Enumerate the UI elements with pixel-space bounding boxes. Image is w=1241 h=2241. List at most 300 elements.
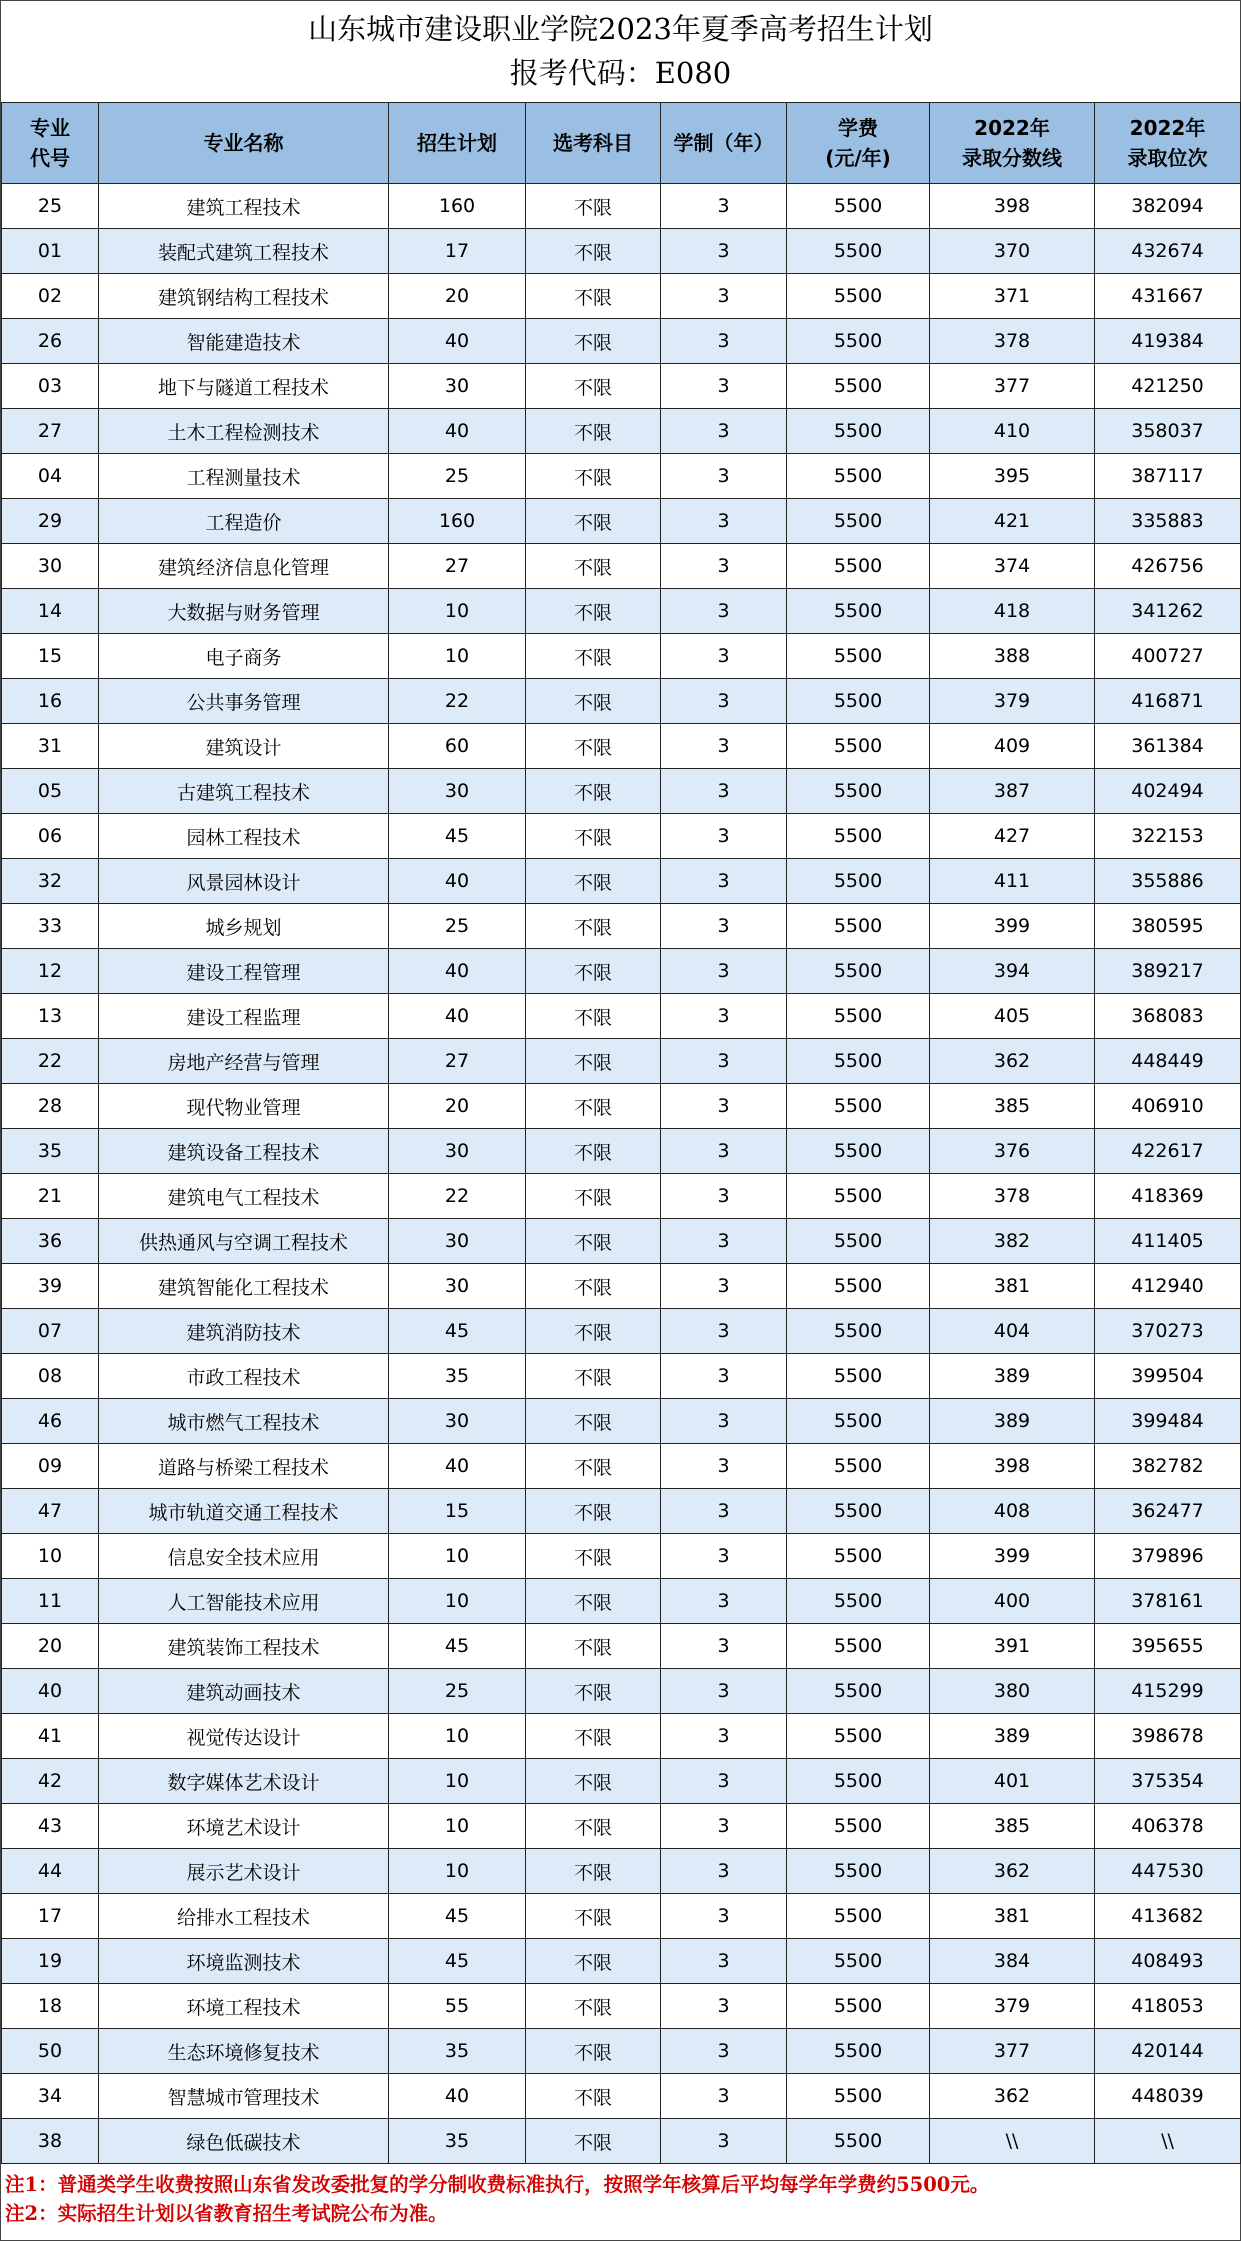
duration-cell: 3 (661, 1309, 787, 1354)
major-code-cell: 50 (2, 2029, 99, 2074)
tuition-cell: 5500 (787, 1894, 930, 1939)
elective-subjects-cell: 不限 (526, 1804, 661, 1849)
major-name-cell: 工程造价 (99, 499, 389, 544)
tuition-cell: 5500 (787, 1129, 930, 1174)
table-row (2, 544, 1241, 589)
cutoff-score-cell: 401 (930, 1759, 1095, 1804)
column-header-line: 2022年 (1129, 116, 1206, 140)
major-name-cell: 公共事务管理 (99, 679, 389, 724)
major-code-cell: 13 (2, 994, 99, 1039)
tuition-cell: 5500 (787, 1174, 930, 1219)
column-header-line: 录取分数线 (962, 146, 1062, 170)
enrollment-plan-cell: 10 (389, 1579, 526, 1624)
duration-cell: 3 (661, 1714, 787, 1759)
major-name-cell: 智慧城市管理技术 (99, 2074, 389, 2119)
major-name-cell: 市政工程技术 (99, 1354, 389, 1399)
duration-cell: 3 (661, 1759, 787, 1804)
column-header-line: (元/年) (825, 146, 891, 170)
cutoff-score-cell: 381 (930, 1264, 1095, 1309)
enrollment-plan-cell: 30 (389, 1399, 526, 1444)
tuition-cell: 5500 (787, 1264, 930, 1309)
enrollment-plan-cell: 10 (389, 634, 526, 679)
cutoff-score-cell: 399 (930, 1534, 1095, 1579)
column-header (389, 103, 526, 184)
enrollment-plan-cell: 35 (389, 2119, 526, 2164)
cutoff-score-cell: 378 (930, 1174, 1095, 1219)
duration-cell: 3 (661, 769, 787, 814)
major-code-cell: 03 (2, 364, 99, 409)
major-code-cell: 42 (2, 1759, 99, 1804)
major-name-cell: 环境监测技术 (99, 1939, 389, 1984)
cutoff-score-cell: 409 (930, 724, 1095, 769)
column-header-line: 代号 (30, 146, 70, 170)
enrollment-plan-cell: 40 (389, 2074, 526, 2119)
major-name-cell: 建筑消防技术 (99, 1309, 389, 1354)
duration-cell: 3 (661, 1129, 787, 1174)
table-row (2, 1849, 1241, 1894)
enrollment-plan-cell: 10 (389, 589, 526, 634)
elective-subjects-cell: 不限 (526, 1219, 661, 1264)
cutoff-rank-cell: 447530 (1095, 1849, 1241, 1894)
major-name-cell: 装配式建筑工程技术 (99, 229, 389, 274)
duration-cell: 3 (661, 1849, 787, 1894)
tuition-cell: 5500 (787, 364, 930, 409)
cutoff-rank-cell: 375354 (1095, 1759, 1241, 1804)
elective-subjects-cell: 不限 (526, 679, 661, 724)
cutoff-rank-cell: 419384 (1095, 319, 1241, 364)
cutoff-score-cell: 371 (930, 274, 1095, 319)
major-name-cell: 风景园林设计 (99, 859, 389, 904)
duration-cell: 3 (661, 229, 787, 274)
elective-subjects-cell: 不限 (526, 1849, 661, 1894)
cutoff-score-cell: 380 (930, 1669, 1095, 1714)
tuition-cell: 5500 (787, 859, 930, 904)
cutoff-score-cell: 389 (930, 1399, 1095, 1444)
cutoff-score-cell: 385 (930, 1804, 1095, 1849)
major-code-cell: 29 (2, 499, 99, 544)
column-header (787, 103, 930, 184)
cutoff-rank-cell: 411405 (1095, 1219, 1241, 1264)
column-header (2, 103, 99, 184)
elective-subjects-cell: 不限 (526, 1264, 661, 1309)
major-name-cell: 城乡规划 (99, 904, 389, 949)
table-row (2, 1219, 1241, 1264)
cutoff-rank-cell: 448449 (1095, 1039, 1241, 1084)
tuition-cell: 5500 (787, 994, 930, 1039)
cutoff-score-cell: 385 (930, 1084, 1095, 1129)
tuition-cell: 5500 (787, 1939, 930, 1984)
cutoff-score-cell: 377 (930, 2029, 1095, 2074)
tuition-cell: 5500 (787, 274, 930, 319)
cutoff-rank-cell: 387117 (1095, 454, 1241, 499)
elective-subjects-cell: 不限 (526, 1714, 661, 1759)
major-name-cell: 建筑装饰工程技术 (99, 1624, 389, 1669)
major-name-cell: 现代物业管理 (99, 1084, 389, 1129)
column-header (1095, 103, 1241, 184)
cutoff-score-cell: 421 (930, 499, 1095, 544)
cutoff-score-cell: 379 (930, 679, 1095, 724)
elective-subjects-cell: 不限 (526, 814, 661, 859)
duration-cell: 3 (661, 1489, 787, 1534)
column-header-line: 学制（年） (673, 131, 774, 155)
major-name-cell: 园林工程技术 (99, 814, 389, 859)
cutoff-rank-cell: 421250 (1095, 364, 1241, 409)
cutoff-rank-cell: 382782 (1095, 1444, 1241, 1489)
duration-cell: 3 (661, 814, 787, 859)
cutoff-score-cell: 370 (930, 229, 1095, 274)
major-code-cell: 11 (2, 1579, 99, 1624)
elective-subjects-cell: 不限 (526, 949, 661, 994)
tuition-cell: 5500 (787, 1084, 930, 1129)
cutoff-rank-cell: 378161 (1095, 1579, 1241, 1624)
major-name-cell: 人工智能技术应用 (99, 1579, 389, 1624)
duration-cell: 3 (661, 859, 787, 904)
table-row (2, 364, 1241, 409)
table-row (2, 1714, 1241, 1759)
elective-subjects-cell: 不限 (526, 2119, 661, 2164)
column-header (930, 103, 1095, 184)
column-header-line: 专业名称 (203, 131, 284, 155)
table-row (2, 679, 1241, 724)
tuition-cell: 5500 (787, 769, 930, 814)
major-name-cell: 城市燃气工程技术 (99, 1399, 389, 1444)
table-row (2, 1309, 1241, 1354)
tuition-cell: 5500 (787, 589, 930, 634)
cutoff-rank-cell: 426756 (1095, 544, 1241, 589)
major-code-cell: 22 (2, 1039, 99, 1084)
elective-subjects-cell: 不限 (526, 1759, 661, 1804)
major-code-cell: 27 (2, 409, 99, 454)
table-row (2, 904, 1241, 949)
cutoff-rank-cell: 395655 (1095, 1624, 1241, 1669)
cutoff-score-cell: 389 (930, 1714, 1095, 1759)
cutoff-rank-cell: 448039 (1095, 2074, 1241, 2119)
table-row (2, 274, 1241, 319)
table-row (2, 1084, 1241, 1129)
table-row (2, 1174, 1241, 1219)
tuition-cell: 5500 (787, 229, 930, 274)
tuition-cell: 5500 (787, 1039, 930, 1084)
elective-subjects-cell: 不限 (526, 184, 661, 229)
major-code-cell: 08 (2, 1354, 99, 1399)
cutoff-rank-cell: 413682 (1095, 1894, 1241, 1939)
duration-cell: 3 (661, 1084, 787, 1129)
table-row (2, 814, 1241, 859)
elective-subjects-cell: 不限 (526, 1174, 661, 1219)
tuition-cell: 5500 (787, 2074, 930, 2119)
tuition-cell: 5500 (787, 1759, 930, 1804)
duration-cell: 3 (661, 184, 787, 229)
cutoff-score-cell: 374 (930, 544, 1095, 589)
enrollment-plan-cell: 27 (389, 1039, 526, 1084)
cutoff-score-cell: 398 (930, 1444, 1095, 1489)
tuition-cell: 5500 (787, 1714, 930, 1759)
elective-subjects-cell: 不限 (526, 2074, 661, 2119)
major-code-cell: 28 (2, 1084, 99, 1129)
enrollment-plan-cell: 30 (389, 1219, 526, 1264)
table-row (2, 409, 1241, 454)
tuition-cell: 5500 (787, 1354, 930, 1399)
table-row (2, 589, 1241, 634)
enrollment-plan-cell: 10 (389, 1714, 526, 1759)
elective-subjects-cell: 不限 (526, 769, 661, 814)
major-code-cell: 30 (2, 544, 99, 589)
cutoff-score-cell: 399 (930, 904, 1095, 949)
enrollment-plan-cell: 45 (389, 814, 526, 859)
major-name-cell: 给排水工程技术 (99, 1894, 389, 1939)
elective-subjects-cell: 不限 (526, 1039, 661, 1084)
cutoff-score-cell: 381 (930, 1894, 1095, 1939)
tuition-cell: 5500 (787, 1849, 930, 1894)
major-name-cell: 环境艺术设计 (99, 1804, 389, 1849)
elective-subjects-cell: 不限 (526, 274, 661, 319)
cutoff-rank-cell: 341262 (1095, 589, 1241, 634)
major-code-cell: 12 (2, 949, 99, 994)
enrollment-plan-cell: 40 (389, 994, 526, 1039)
major-name-cell: 道路与桥梁工程技术 (99, 1444, 389, 1489)
cutoff-score-cell: 389 (930, 1354, 1095, 1399)
enrollment-plan-cell: 45 (389, 1894, 526, 1939)
table-row (2, 724, 1241, 769)
major-name-cell: 建设工程管理 (99, 949, 389, 994)
duration-cell: 3 (661, 589, 787, 634)
duration-cell: 3 (661, 1579, 787, 1624)
elective-subjects-cell: 不限 (526, 1084, 661, 1129)
enrollment-table (1, 102, 1241, 2164)
cutoff-score-cell: 400 (930, 1579, 1095, 1624)
cutoff-rank-cell: 431667 (1095, 274, 1241, 319)
tuition-cell: 5500 (787, 1984, 930, 2029)
cutoff-score-cell: 408 (930, 1489, 1095, 1534)
table-row (2, 454, 1241, 499)
column-header (99, 103, 389, 184)
duration-cell: 3 (661, 1804, 787, 1849)
table-row (2, 319, 1241, 364)
enrollment-plan-cell: 35 (389, 1354, 526, 1399)
major-name-cell: 房地产经营与管理 (99, 1039, 389, 1084)
enrollment-plan-cell: 40 (389, 319, 526, 364)
elective-subjects-cell: 不限 (526, 589, 661, 634)
table-row (2, 1354, 1241, 1399)
enrollment-plan-cell: 30 (389, 1129, 526, 1174)
major-code-cell: 38 (2, 2119, 99, 2164)
table-row (2, 229, 1241, 274)
duration-cell: 3 (661, 1894, 787, 1939)
footnote-2: 注2：实际招生计划以省教育招生考试院公布为准。 (5, 2202, 448, 2225)
enrollment-plan-cell: 40 (389, 949, 526, 994)
duration-cell: 3 (661, 1039, 787, 1084)
cutoff-rank-cell: 382094 (1095, 184, 1241, 229)
cutoff-score-cell: 427 (930, 814, 1095, 859)
enrollment-plan-cell: 55 (389, 1984, 526, 2029)
cutoff-rank-cell: 418053 (1095, 1984, 1241, 2029)
elective-subjects-cell: 不限 (526, 1444, 661, 1489)
major-name-cell: 建筑智能化工程技术 (99, 1264, 389, 1309)
cutoff-rank-cell: 402494 (1095, 769, 1241, 814)
table-row (2, 1489, 1241, 1534)
major-code-cell: 14 (2, 589, 99, 634)
enrollment-plan-cell: 30 (389, 364, 526, 409)
enrollment-plan-cell: 160 (389, 499, 526, 544)
major-code-cell: 43 (2, 1804, 99, 1849)
duration-cell: 3 (661, 1354, 787, 1399)
duration-cell: 3 (661, 1444, 787, 1489)
major-code-cell: 21 (2, 1174, 99, 1219)
footnote-1: 注1：普通类学生收费按照山东省发改委批复的学分制收费标准执行，按照学年核算后平均每学年学费约5500元。 (5, 2173, 990, 2196)
major-code-cell: 17 (2, 1894, 99, 1939)
cutoff-rank-cell: 406910 (1095, 1084, 1241, 1129)
elective-subjects-cell: 不限 (526, 229, 661, 274)
duration-cell: 3 (661, 1534, 787, 1579)
enrollment-plan-cell: 60 (389, 724, 526, 769)
elective-subjects-cell: 不限 (526, 499, 661, 544)
major-name-cell: 视觉传达设计 (99, 1714, 389, 1759)
duration-cell: 3 (661, 409, 787, 454)
column-header-line: 选考科目 (553, 131, 633, 155)
duration-cell: 3 (661, 1399, 787, 1444)
cutoff-score-cell: 376 (930, 1129, 1095, 1174)
enrollment-plan-cell: 10 (389, 1849, 526, 1894)
major-name-cell: 地下与隧道工程技术 (99, 364, 389, 409)
tuition-cell: 5500 (787, 1489, 930, 1534)
cutoff-score-cell: 394 (930, 949, 1095, 994)
elective-subjects-cell: 不限 (526, 724, 661, 769)
cutoff-rank-cell: 358037 (1095, 409, 1241, 454)
cutoff-rank-cell: 362477 (1095, 1489, 1241, 1534)
duration-cell: 3 (661, 1174, 787, 1219)
major-name-cell: 信息安全技术应用 (99, 1534, 389, 1579)
enrollment-plan-cell: 25 (389, 904, 526, 949)
tuition-cell: 5500 (787, 949, 930, 994)
table-header-row (2, 103, 1241, 184)
table-row (2, 1534, 1241, 1579)
duration-cell: 3 (661, 1219, 787, 1264)
elective-subjects-cell: 不限 (526, 1354, 661, 1399)
major-code-cell: 39 (2, 1264, 99, 1309)
enrollment-plan-cell: 15 (389, 1489, 526, 1534)
elective-subjects-cell: 不限 (526, 1309, 661, 1354)
cutoff-rank-cell: 361384 (1095, 724, 1241, 769)
enrollment-plan-cell: 25 (389, 454, 526, 499)
major-code-cell: 02 (2, 274, 99, 319)
tuition-cell: 5500 (787, 1804, 930, 1849)
major-name-cell: 电子商务 (99, 634, 389, 679)
major-code-cell: 41 (2, 1714, 99, 1759)
tuition-cell: 5500 (787, 814, 930, 859)
tuition-cell: 5500 (787, 319, 930, 364)
major-name-cell: 工程测量技术 (99, 454, 389, 499)
cutoff-rank-cell: 418369 (1095, 1174, 1241, 1219)
enrollment-plan-cell: 30 (389, 769, 526, 814)
duration-cell: 3 (661, 1624, 787, 1669)
tuition-cell: 5500 (787, 634, 930, 679)
duration-cell: 3 (661, 319, 787, 364)
cutoff-score-cell: 379 (930, 1984, 1095, 2029)
tuition-cell: 5500 (787, 679, 930, 724)
enrollment-plan-cell: 17 (389, 229, 526, 274)
major-name-cell: 建筑设计 (99, 724, 389, 769)
duration-cell: 3 (661, 274, 787, 319)
enrollment-plan-cell: 20 (389, 274, 526, 319)
duration-cell: 3 (661, 1984, 787, 2029)
elective-subjects-cell: 不限 (526, 1489, 661, 1534)
elective-subjects-cell: 不限 (526, 1624, 661, 1669)
elective-subjects-cell: 不限 (526, 904, 661, 949)
elective-subjects-cell: 不限 (526, 1894, 661, 1939)
table-row (2, 1129, 1241, 1174)
major-code-cell: 18 (2, 1984, 99, 2029)
duration-cell: 3 (661, 634, 787, 679)
cutoff-rank-cell: 412940 (1095, 1264, 1241, 1309)
table-row (2, 184, 1241, 229)
duration-cell: 3 (661, 364, 787, 409)
elective-subjects-cell: 不限 (526, 994, 661, 1039)
major-code-cell: 35 (2, 1129, 99, 1174)
cutoff-rank-cell: 398678 (1095, 1714, 1241, 1759)
enrollment-plan-cell: 40 (389, 859, 526, 904)
enrollment-plan-cell: 22 (389, 1174, 526, 1219)
exam-code: 报考代码：E080 (509, 56, 732, 90)
duration-cell: 3 (661, 2074, 787, 2119)
duration-cell: 3 (661, 994, 787, 1039)
cutoff-rank-cell: 389217 (1095, 949, 1241, 994)
major-code-cell: 06 (2, 814, 99, 859)
table-row (2, 1939, 1241, 1984)
enrollment-plan-cell: 10 (389, 1534, 526, 1579)
tuition-cell: 5500 (787, 1669, 930, 1714)
cutoff-rank-cell: 355886 (1095, 859, 1241, 904)
elective-subjects-cell: 不限 (526, 544, 661, 589)
cutoff-score-cell: 387 (930, 769, 1095, 814)
cutoff-rank-cell: \\ (1095, 2119, 1241, 2164)
major-code-cell: 19 (2, 1939, 99, 1984)
major-code-cell: 01 (2, 229, 99, 274)
major-name-cell: 建筑钢结构工程技术 (99, 274, 389, 319)
column-header-line: 录取位次 (1127, 146, 1208, 170)
enrollment-plan-cell: 25 (389, 1669, 526, 1714)
cutoff-rank-cell: 420144 (1095, 2029, 1241, 2074)
table-row (2, 1624, 1241, 1669)
tuition-cell: 5500 (787, 184, 930, 229)
cutoff-rank-cell: 416871 (1095, 679, 1241, 724)
tuition-cell: 5500 (787, 1399, 930, 1444)
table-row (2, 1039, 1241, 1084)
major-code-cell: 31 (2, 724, 99, 769)
major-name-cell: 土木工程检测技术 (99, 409, 389, 454)
elective-subjects-cell: 不限 (526, 409, 661, 454)
major-name-cell: 环境工程技术 (99, 1984, 389, 2029)
cutoff-rank-cell: 406378 (1095, 1804, 1241, 1849)
column-header (661, 103, 787, 184)
major-name-cell: 绿色低碳技术 (99, 2119, 389, 2164)
cutoff-rank-cell: 432674 (1095, 229, 1241, 274)
table-row (2, 1984, 1241, 2029)
cutoff-score-cell: 388 (930, 634, 1095, 679)
elective-subjects-cell: 不限 (526, 1399, 661, 1444)
table-body (2, 184, 1241, 2164)
major-code-cell: 32 (2, 859, 99, 904)
major-code-cell: 05 (2, 769, 99, 814)
table-row (2, 1399, 1241, 1444)
elective-subjects-cell: 不限 (526, 2029, 661, 2074)
major-code-cell: 20 (2, 1624, 99, 1669)
column-header-line: 专业 (30, 116, 70, 140)
table-row (2, 1759, 1241, 1804)
cutoff-score-cell: 411 (930, 859, 1095, 904)
major-code-cell: 10 (2, 1534, 99, 1579)
table-row (2, 949, 1241, 994)
enrollment-plan-cell: 35 (389, 2029, 526, 2074)
